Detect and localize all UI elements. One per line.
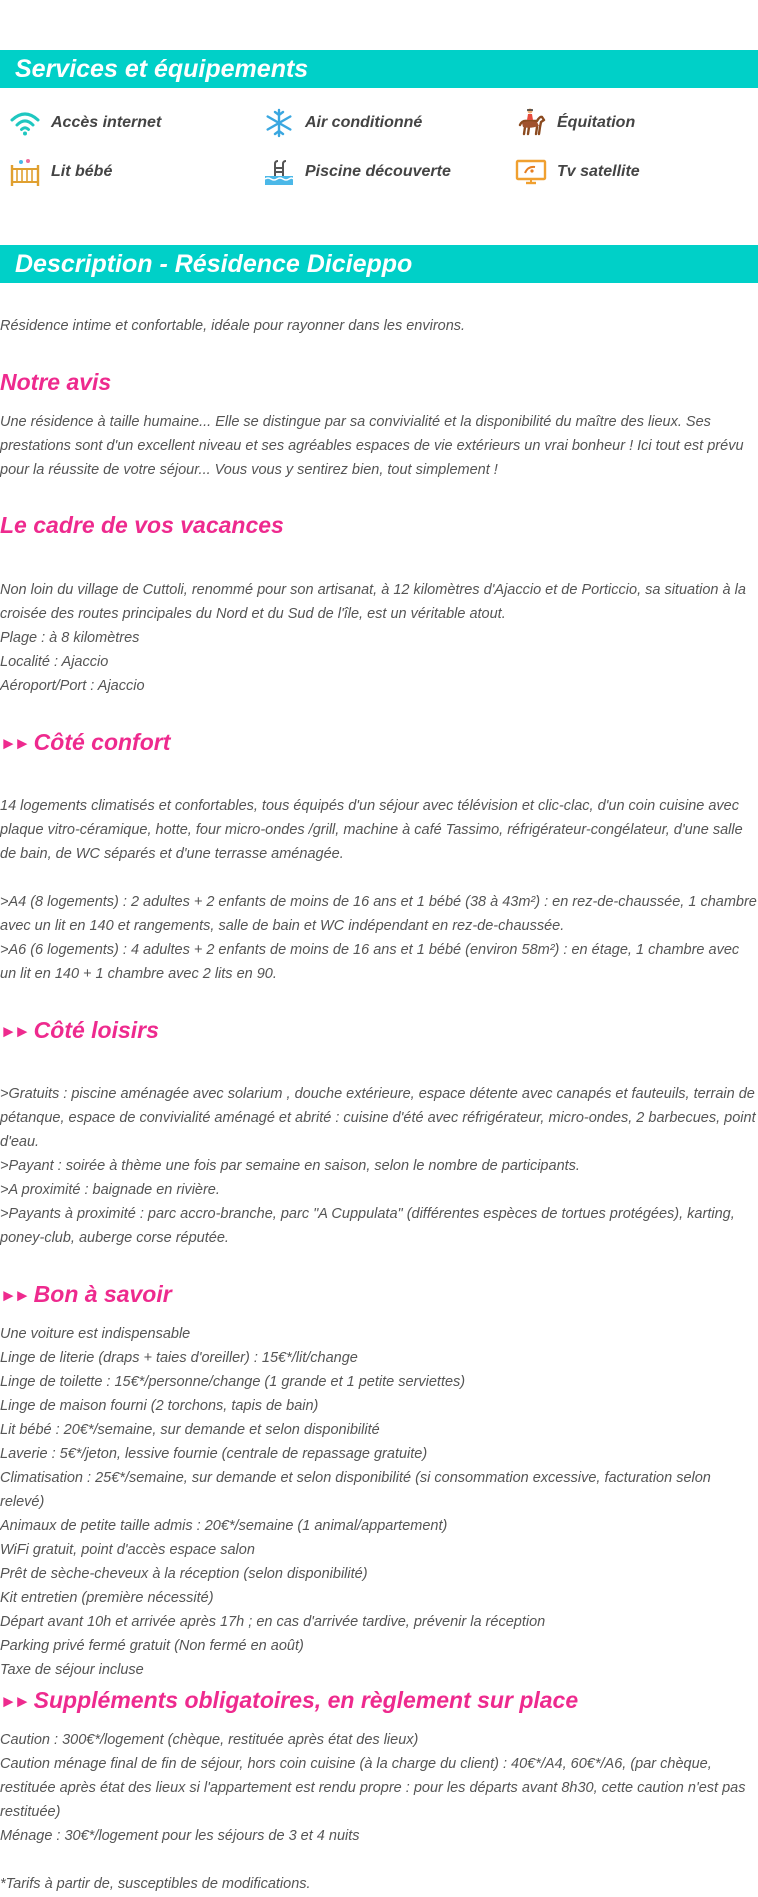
confort-title: ►► Côté confort (0, 729, 171, 755)
wifi-icon (8, 108, 42, 138)
service-label: Lit bébé (51, 163, 113, 180)
description-header (0, 245, 758, 283)
savoir-title: ►► Bon à savoir (0, 1281, 172, 1307)
snowflake-icon (262, 108, 296, 138)
services-title: Services et équipements (15, 55, 309, 83)
savoir-text: Une voiture est indispensable Linge de literie (draps + taies d'oreiller) : 15€*/lit/change Linge de toilette : 15€*/personne/change (1 grande et 1 petite serviettes) Linge de maison fourni (2 torchons, tapis de bain) Lit bébé : 20€*/semaine, sur demande et selon disponibilité Laverie : 5€*/jeton, lessive fournie (centrale de repassage gratuite) Climatisation : 25€*/semaine, sur demande et selon disponibilité (si consommation excessive, facturation selon relevé) Animaux de petite taille admis : 20€*/semaine (1 animal/appartement) WiFi gratuit, point d'accès espace salon Prêt de sèche-cheveux à la réception (selon disponibilité) Kit entretien (première nécessité) Départ avant 10h et arrivée après 17h ; en cas d'arrivée tardive, prévenir la réception Parking privé fermé gratuit (Non fermé en août) Taxe de séjour incluse (0, 1326, 711, 1678)
service-label: Accès internet (51, 114, 162, 131)
service-item-tv (506, 157, 640, 187)
arrows-icon: ►► (0, 1692, 28, 1711)
service-label: Tv satellite (557, 163, 640, 180)
horse-rider-icon (514, 108, 548, 138)
service-label: Équitation (557, 114, 636, 131)
service-item-crib (0, 157, 112, 187)
arrows-icon: ►► (0, 1022, 28, 1041)
loisirs-text: >Gratuits : piscine aménagée avec solarium , douche extérieure, espace détente avec canapés et fauteuils, terrain de pétanque, espace de convivialité aménagé et abrité : cuisine d'été avec réfrigérateur, micro-ondes, 2 barbecues, point d'eau. >Payant : soirée à thème une fois par semaine en saison, selon le nombre de participants. >A proximité : baignade en rivière. >Payants à proximité : parc accro-branche, parc "A Cuppulata" (différentes espèces de tortues protégées), karting, poney-club, auberge corse réputée. (0, 1086, 756, 1246)
tv-satellite-icon (514, 157, 548, 187)
services-header (0, 50, 758, 88)
description-title: Description - Résidence Dicieppo (15, 250, 413, 278)
crib-icon (8, 157, 42, 187)
service-item-internet (0, 108, 161, 138)
cadre-title: Le cadre de vos vacances (0, 512, 284, 538)
supplements-text: Caution : 300€*/logement (chèque, restituée après état des lieux) Caution ménage final de fin de séjour, hors coin cuisine (à la charge du client) : 40€*/A4, 60€*/A6, (par chèque, restituée après état des lieux si l'appartement est rendu propre : pour les départs avant 8h30, cette caution n'est pas restituée) Ménage : 30€*/logement pour les séjours de 3 et 4 nuits *Tarifs à partir de, susceptibles de modifications. (0, 1728, 758, 1896)
tarifs-note: *Tarifs à partir de, susceptibles de modifications. (0, 1876, 311, 1892)
service-label: Piscine découverte (305, 163, 451, 180)
avis-text: Une résidence à taille humaine... Elle se distingue par sa convivialité et la disponibilité du maître des lieux. Ses prestations sont d'un excellent niveau et ses agréables espaces de vie extérieurs un vrai bonheur ! Ici tout est prévu pour la réussite de votre séjour... Vous vous y sentirez bien, tout simplement ! (0, 414, 744, 478)
arrows-icon: ►► (0, 734, 28, 753)
service-label: Air conditionné (305, 114, 423, 131)
cadre-text: Non loin du village de Cuttoli, renommé pour son artisanat, à 12 kilomètres d'Ajaccio et de Porticcio, sa situation à la croisée des routes principales du Nord et du Sud de l'île, est un véritable atout. Plage : à 8 kilomètres Localité : Ajaccio Aéroport/Port : Ajaccio (0, 582, 746, 694)
service-item-air-conditioning (254, 108, 422, 138)
service-item-horse-riding (506, 108, 635, 138)
service-item-pool (254, 157, 451, 187)
description-intro: Résidence intime et confortable, idéale pour rayonner dans les environs. (0, 318, 466, 334)
supplements-title: ►► Suppléments obligatoires, en règlement sur place (0, 1687, 579, 1713)
confort-text: 14 logements climatisés et confortables, tous équipés d'un séjour avec télévision et clic-clac, d'un coin cuisine avec plaque vitro-céramique, hotte, four micro-ondes /grill, machine à café Tassimo, réfrigérateur-congélateur, d'une salle de bain, de WC séparés et d'une terrasse aménagée. >A4 (8 logements) : 2 adultes + 2 enfants de moins de 16 ans et 1 bébé (38 à 43m²) : en rez-de-chaussée, 1 chambre avec un lit en 140 et rangements, salle de bain et WC indépendant en rez-de-chaussée. >A6 (6 logements) : 4 adultes + 2 enfants de moins de 16 ans et 1 bébé (environ 58m²) : en étage, 1 chambre avec un lit en 140 + 1 chambre avec 2 lits en 90. (0, 798, 757, 982)
avis-title: Notre avis (0, 369, 112, 395)
pool-icon (262, 157, 296, 187)
loisirs-title: ►► Côté loisirs (0, 1017, 159, 1043)
arrows-icon: ►► (0, 1286, 28, 1305)
